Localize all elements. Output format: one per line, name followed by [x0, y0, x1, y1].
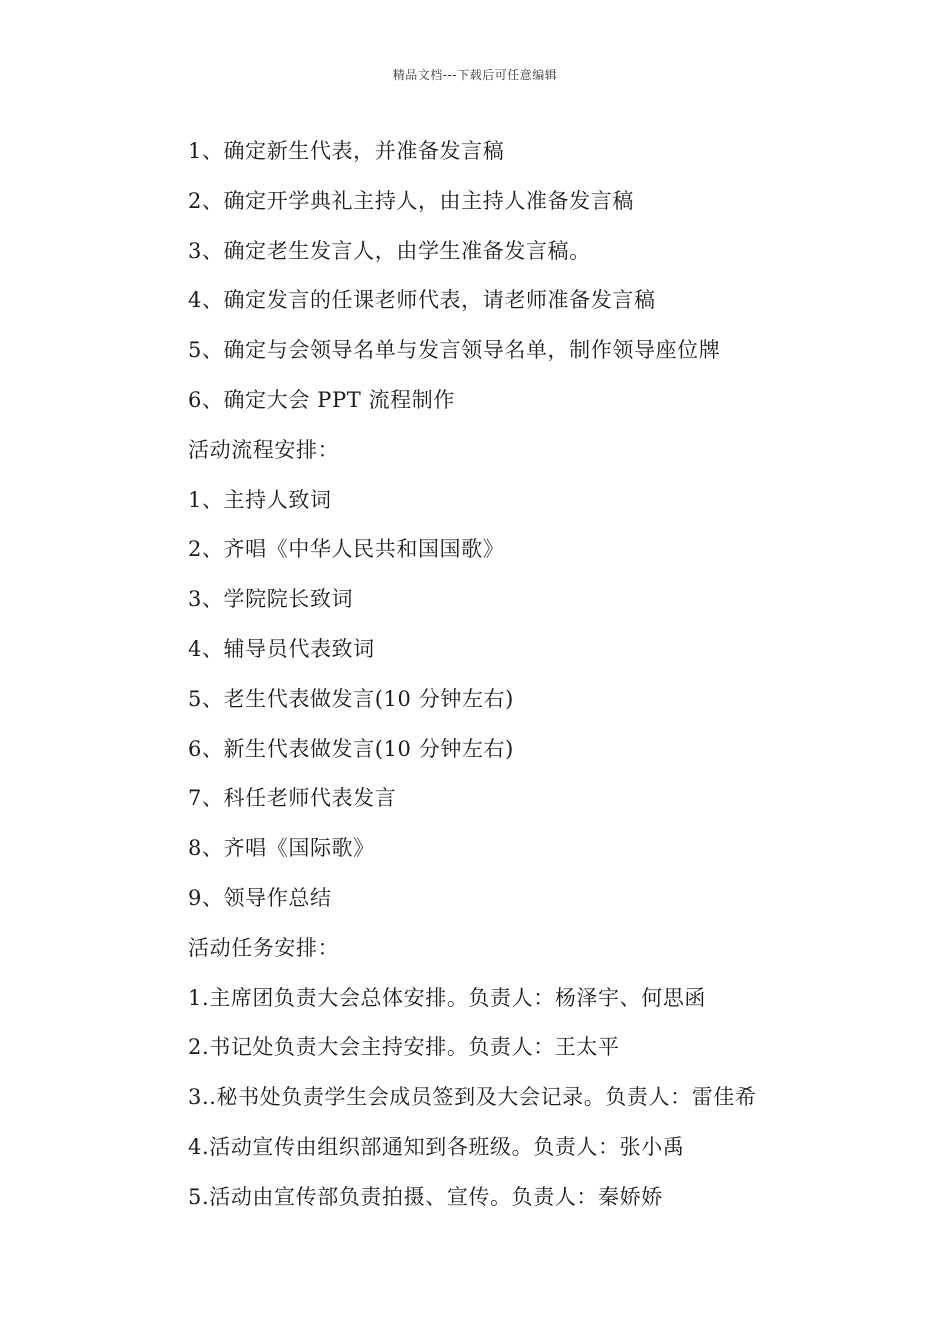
prep-item: 2、确定开学典礼主持人，由主持人准备发言稿 [188, 188, 634, 213]
prep-item: 3、确定老生发言人，由学生准备发言稿。 [188, 238, 591, 263]
prep-item: 6、确定大会 PPT 流程制作 [188, 387, 455, 412]
flow-item: 3、学院院长致词 [188, 587, 354, 612]
flow-item: 9、领导作总结 [188, 885, 332, 910]
page-header: 精品文档---下载后可任意编辑 [392, 68, 558, 82]
tasks-heading: 活动任务安排： [188, 935, 340, 960]
task-item: 4.活动宣传由组织部通知到各班级。负责人：张小禹 [188, 1134, 685, 1159]
prep-item: 5、确定与会领导名单与发言领导名单，制作领导座位牌 [188, 338, 721, 363]
flow-item: 4、辅导员代表致词 [188, 636, 375, 661]
task-item: 2.书记处负责大会主持安排。负责人：王太平 [188, 1035, 620, 1060]
flow-item: 2、齐唱《中华人民共和国国歌》 [188, 537, 505, 562]
prep-item: 1、确定新生代表，并准备发言稿 [188, 139, 505, 163]
flow-item: 8、齐唱《国际歌》 [188, 836, 375, 861]
task-item: 5.活动由宣传部负责拍摄、宣传。负责人：秦娇娇 [188, 1184, 663, 1209]
task-item: 3..秘书处负责学生会成员签到及大会记录。负责人：雷佳希 [188, 1085, 757, 1110]
flow-item: 5、老生代表做发言(10 分钟左右) [188, 686, 514, 711]
flow-item: 7、科任老师代表发言 [188, 786, 397, 811]
task-item: 1.主席团负责大会总体安排。负责人：杨泽宇、何思函 [188, 985, 707, 1010]
flow-heading: 活动流程安排： [188, 437, 340, 462]
flow-item: 6、新生代表做发言(10 分钟左右) [188, 736, 514, 761]
flow-item: 1、主持人致词 [188, 487, 332, 512]
prep-item: 4、确定发言的任课老师代表，请老师准备发言稿 [188, 288, 656, 313]
document-body [188, 133, 908, 1229]
